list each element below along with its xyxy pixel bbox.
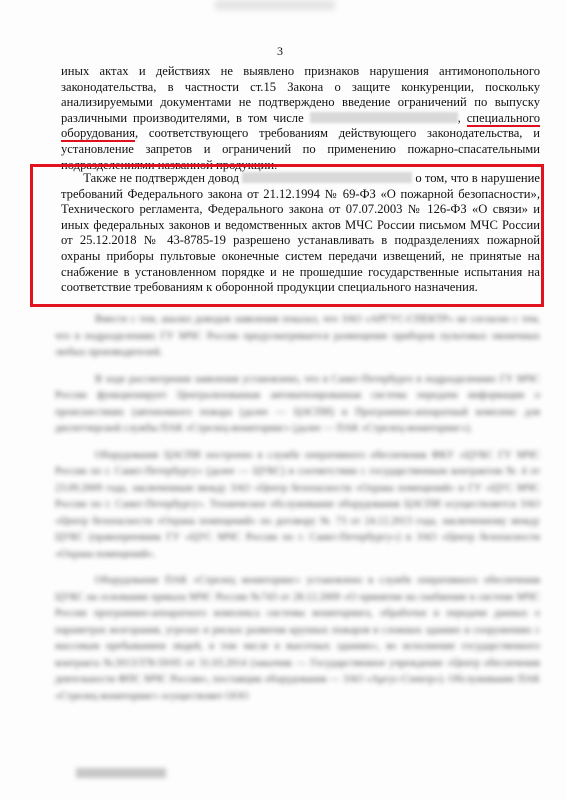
- paragraph-1-text-c: , соответствующего требованиям действующего законодательства, и установление запретов и ограничений по применению пожарно-спасательными подразделениями названной продукции.: [61, 126, 540, 172]
- paragraph-2-text-b: о том, что в нарушение требований Федерального закона от 21.12.1994 № 69-ФЗ «О пожарной безопасности», Технического регламента, Федерального закона от 07.07.2003 № 126-ФЗ «О связи» и иных федеральных законов и ведомственных актов МЧС России письмом МЧС России от 25.12.2018 № 43-8785-19 разрешено устанавливать в подразделениях пожарной охраны приборы пультовые оконечные систем передачи извещений, не принятые на снабжение в установленном порядке и не прошедшие государственные испытания на соответствие требованиям к оборонной продукции специального назначения.: [61, 171, 540, 295]
- page-number: 3: [277, 44, 283, 58]
- paragraph-1-text-a: иных актах и действиях не выявлено признаков нарушения антимонопольного законодательства, в частности ст.15 Закона о защите конкуренции, поскольку анализируемыми документами не подтверждено введение ограничений по выпуску различными производителями, в том числе: [61, 64, 540, 125]
- blurred-header-mark: [215, 0, 335, 10]
- blurred-footer-mark: [76, 768, 166, 778]
- highlight-frame: [30, 164, 544, 307]
- paragraph-1: [61, 64, 540, 173]
- paragraph-2-text-a: Также не подтвержден довод: [83, 171, 243, 185]
- blurred-remaining-text: Вместе с тем, анализ доводов заявления показал, что ЗАО «АРГУС-СПЕКТР» не согласно с тем, что в подразделениях ГУ МЧС России предусматривается размещение приборов пультовых оконечных любых производителей. В ходе рассмотрения заявления установлено, что в Санкт-Петербурге в подразделениях ГУ МЧС России функционирует Централизованная автоматизированная система передачи информации о происшествиях (автономного пожара (далее — ЦАСПИ) и Программно-аппаратный комплекс для диспетчерской службы ПАК «Стрелец-мониторинг» (далее — ПАК «Стрелец-мониторинг»). Оборудование ЦАСПИ построено в службе оперативного обеспечения ФКУ «ЦУКС ГУ МЧС России по г. Санкт-Петербургу» (далее — ЦУКС) в соответствии с государственным контрактом № 4 от 23.09.2009 года, заключенным между ЗАО «Центр безопасности «Охрана помещений» и ГУ «ЦУС МЧС России по г. Санкт-Петербургу». Техническое обслуживание оборудования ЦАСПИ осуществляется ЗАО «Центр безопасности «Охрана помещений» по договору № 73 от 24.12.2013 года, заключенному между ЦУКС (правопреемник ГУ «ЦУС МЧС России по г. Санкт-Петербургу») и ЗАО «Центр безопасности «Охрана помещений». Оборудование ПАК «Стрелец мониторинг» установлено в службе оперативного обеспечения ЦУКС на основании приказа МЧС России №743 от 28.12.2009 «О принятии на снабжение в системе МЧС России программно-аппаратного комплекса системы мониторинга, обработки и передачи данных о параметрах возгорания, угрозах и рисках развития крупных пожаров в сложных зданиях и сооружениях с массовым пребыванием людей, в том числе в высотных зданиях», во исполнение государственного контракта №2013/378-59/05 от 31.03.2014 (заказчик — Государственное учреждение «Центр обеспечения деятельности ФПС МЧС России», поставщик оборудования — ЗАО «Аргус-Спектр»). Обслуживание ПАК «Стрелец мониторинг» осуществляет ООО: [55, 314, 540, 702]
- redacted-text: [310, 112, 458, 123]
- paragraph-1-text-b: ,: [457, 110, 467, 125]
- underlined-phrase: специального оборудования: [61, 110, 540, 141]
